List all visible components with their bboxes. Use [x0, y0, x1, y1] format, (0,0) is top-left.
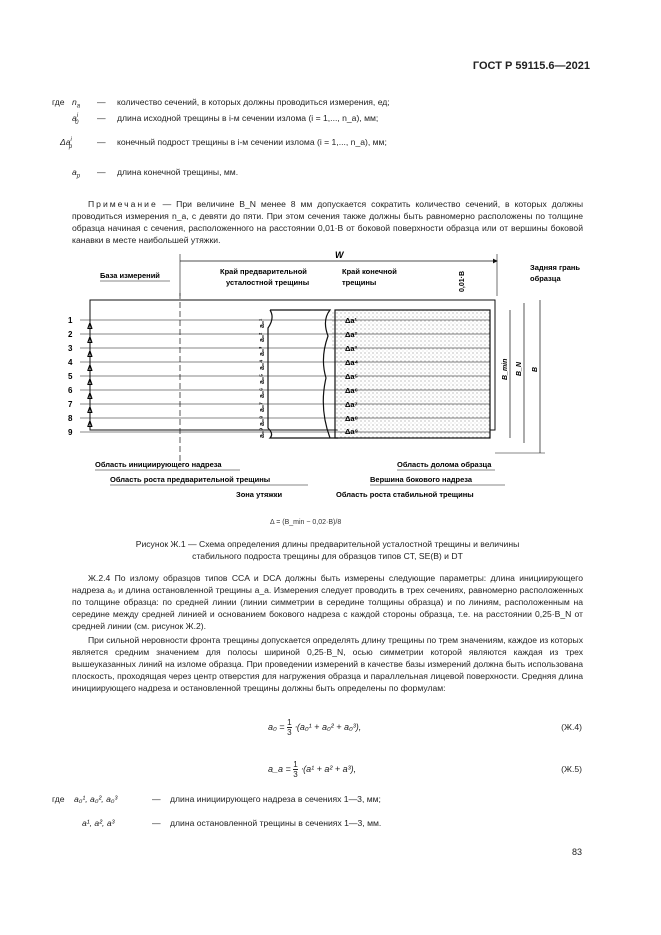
region-pre-label: Область роста предварительной трещины — [110, 475, 271, 484]
bmin-label: B_min — [502, 358, 509, 380]
region-tip-label: Вершина бокового надреза — [370, 475, 473, 484]
delta-formula: Δ = (B_min − 0,02·B)/8 — [270, 519, 342, 526]
rear-label: Задняя грань — [530, 263, 580, 272]
paragraph-unevenness: При сильной неровности фронта трещины допускается определять длину трещины по трем значениям, каждое из которых является средним значением для полосы шириной 0,25·B_N, осью симметрии которой являются каждая из трех вышеуказанных линий на изломе образца. При проведении измерений в качестве базы измерений должна быть использована плоскость, проходящая через центр отверстия для нагружения образца и параллельная лицевой поверхности. Средняя длина инициирующего надреза и остановленной трещины должны быть определены по формулам: — [72, 635, 583, 693]
da-label: Δa⁹ — [345, 427, 359, 436]
crack-measurement-figure — [60, 248, 580, 528]
region-neck-label: Зона утяжки — [236, 490, 283, 499]
definition-symbol: $a_p$ — [72, 167, 81, 180]
region-init-label: Область инициирующего надреза — [95, 460, 222, 469]
definition-row: где $n_a$ — количество сечений, в которых должны проводиться измерения, ед; — [52, 97, 390, 110]
delta-mark: Δ — [87, 336, 93, 345]
row-number: 9 — [68, 428, 73, 437]
rear-label-2: образца — [530, 274, 561, 283]
da-label: Δa⁸ — [345, 414, 359, 423]
edge-final-label-2: трещины — [342, 278, 377, 287]
a0-label: a₀⁴ — [259, 359, 266, 370]
row-number: 1 — [68, 316, 73, 325]
note-label: Примечание — [88, 199, 158, 209]
a0-label: a₀⁵ — [259, 373, 266, 384]
b-label: B — [532, 366, 539, 372]
bn-label: B_N — [516, 361, 523, 376]
edge-pre-label-2: усталостной трещины — [226, 278, 310, 287]
da-label: Δa⁵ — [345, 372, 359, 381]
row-number: 7 — [68, 400, 73, 409]
da-label: Δa⁷ — [345, 400, 358, 409]
note-text: — При величине B_N менее 8 мм допускается сократить количество сечений, в которых должны проводиться измерения n_a, с девяти до пяти. При этом сечения также должны быть равномерно расположены по толщине образца начиная с сечения, расположенного на расстоянии 0,01·B от боковой поверхности образца или от вершины боковой канавки в месте наибольшей утяжки. — [72, 199, 583, 245]
formula-zh4: a₀ = $\frac{1}{3}$ ⋅(a₀¹ + a₀² + a₀³), — [268, 718, 362, 737]
definition-text: длина исходной трещины в i-м сечении излома (i = 1,..., n_a), мм; — [117, 113, 379, 123]
da-label: Δa³ — [345, 344, 358, 353]
formula-zh5: a_a = $\frac{1}{3}$ ⋅(a¹ + a² + a³), — [268, 760, 357, 779]
where-word: где — [52, 97, 65, 107]
delta-mark: Δ — [87, 420, 93, 429]
note-paragraph — [72, 198, 583, 246]
delta-mark: Δ — [87, 378, 93, 387]
a0-label: a₀¹ — [259, 318, 266, 328]
definition-text: длина конечной трещины, мм. — [117, 167, 239, 177]
where-row: где a₀¹, a₀², a₀³ — длина инициирующего надреза в сечениях 1—3, мм; — [52, 794, 381, 804]
delta-mark: Δ — [87, 350, 93, 359]
formula-number-zh5: (Ж.5) — [561, 764, 582, 774]
b001-label: 0,01·B — [459, 270, 466, 292]
edge-final-label: Край конечной — [342, 267, 397, 276]
region-stable-label: Область роста стабильной трещины — [336, 490, 474, 499]
row-number: 6 — [68, 386, 73, 395]
da-label: Δa² — [345, 330, 358, 339]
row-number: 3 — [68, 344, 73, 353]
row-number: 2 — [68, 330, 73, 339]
a0-label: a₀² — [259, 332, 266, 342]
row-number: 5 — [68, 372, 73, 381]
formula-number-zh4: (Ж.4) — [561, 722, 582, 732]
definition-symbol: $n_a$ — [72, 97, 81, 110]
standard-header: ГОСТ Р 59115.6—2021 — [472, 60, 590, 72]
da-label: Δa¹ — [345, 316, 358, 325]
definition-symbol: $a^i_0$ — [72, 113, 79, 126]
definitions-list: где $n_a$ — количество сечений, в которых должны проводиться измерения, ед; $a^i_0$ — длина исходной трещины в i-м сечении излома (i = 1,..., n_a), мм; $\Delta a^i_p$ — конечный подрост трещины в i-м сечении излома (i = 1,..., n_a), мм; $a_p$ — длина конечной трещины, мм. — [52, 97, 390, 180]
w-label: W — [335, 250, 344, 260]
definition-text: конечный подрост трещины в i-м сечении излома (i = 1,..., n_a), мм; — [117, 137, 387, 147]
base-label: База измерений — [100, 271, 160, 280]
delta-mark: Δ — [87, 406, 93, 415]
edge-pre-label: Край предварительной — [220, 267, 307, 276]
delta-mark: Δ — [87, 322, 93, 331]
definition-symbol: $\Delta a^i_p$ — [60, 137, 73, 150]
definition-text: количество сечений, в которых должны проводиться измерения, ед; — [117, 97, 390, 107]
a0-label: a₀⁸ — [259, 415, 266, 426]
a0-label: a₀⁹ — [259, 427, 266, 438]
da-label: Δa⁶ — [345, 386, 359, 395]
a0-label: a₀⁷ — [259, 402, 266, 412]
paragraph-zh24: Ж.2.4 По излому образцов типов CCA и DCA должны быть измерены следующие параметры: длина инициирующего надреза a₀ и длина остановленной трещины a_a. Измерения следует проводить в трех сечениях, равномерно расположенных по толщине образца: по средней линии (линии симметрии в середине толщины образца) и по линиям, расположенным на середине между средней линией и основанием бокового надреза с каждой стороны образца, т.е. на расстоянии 0,25·B_N от средней линии (см. рисунок Ж.2). — [72, 573, 583, 631]
figure-caption-line-2: стабильного подроста трещины для образцов типов CT, SE(B) и DT — [192, 551, 463, 561]
delta-mark: Δ — [87, 364, 93, 373]
page-number: 83 — [571, 847, 582, 857]
a0-label: a₀⁶ — [259, 387, 266, 398]
delta-mark: Δ — [87, 392, 93, 401]
da-label: Δa⁴ — [345, 358, 359, 367]
row-number: 4 — [68, 358, 73, 367]
figure-caption-line-1: Рисунок Ж.1 — Схема определения длины предварительной усталостной трещины и величины — [135, 539, 520, 549]
row-number: 8 — [68, 414, 73, 423]
region-break-label: Область долома образца — [397, 460, 492, 469]
a0-label: a₀³ — [259, 346, 266, 356]
